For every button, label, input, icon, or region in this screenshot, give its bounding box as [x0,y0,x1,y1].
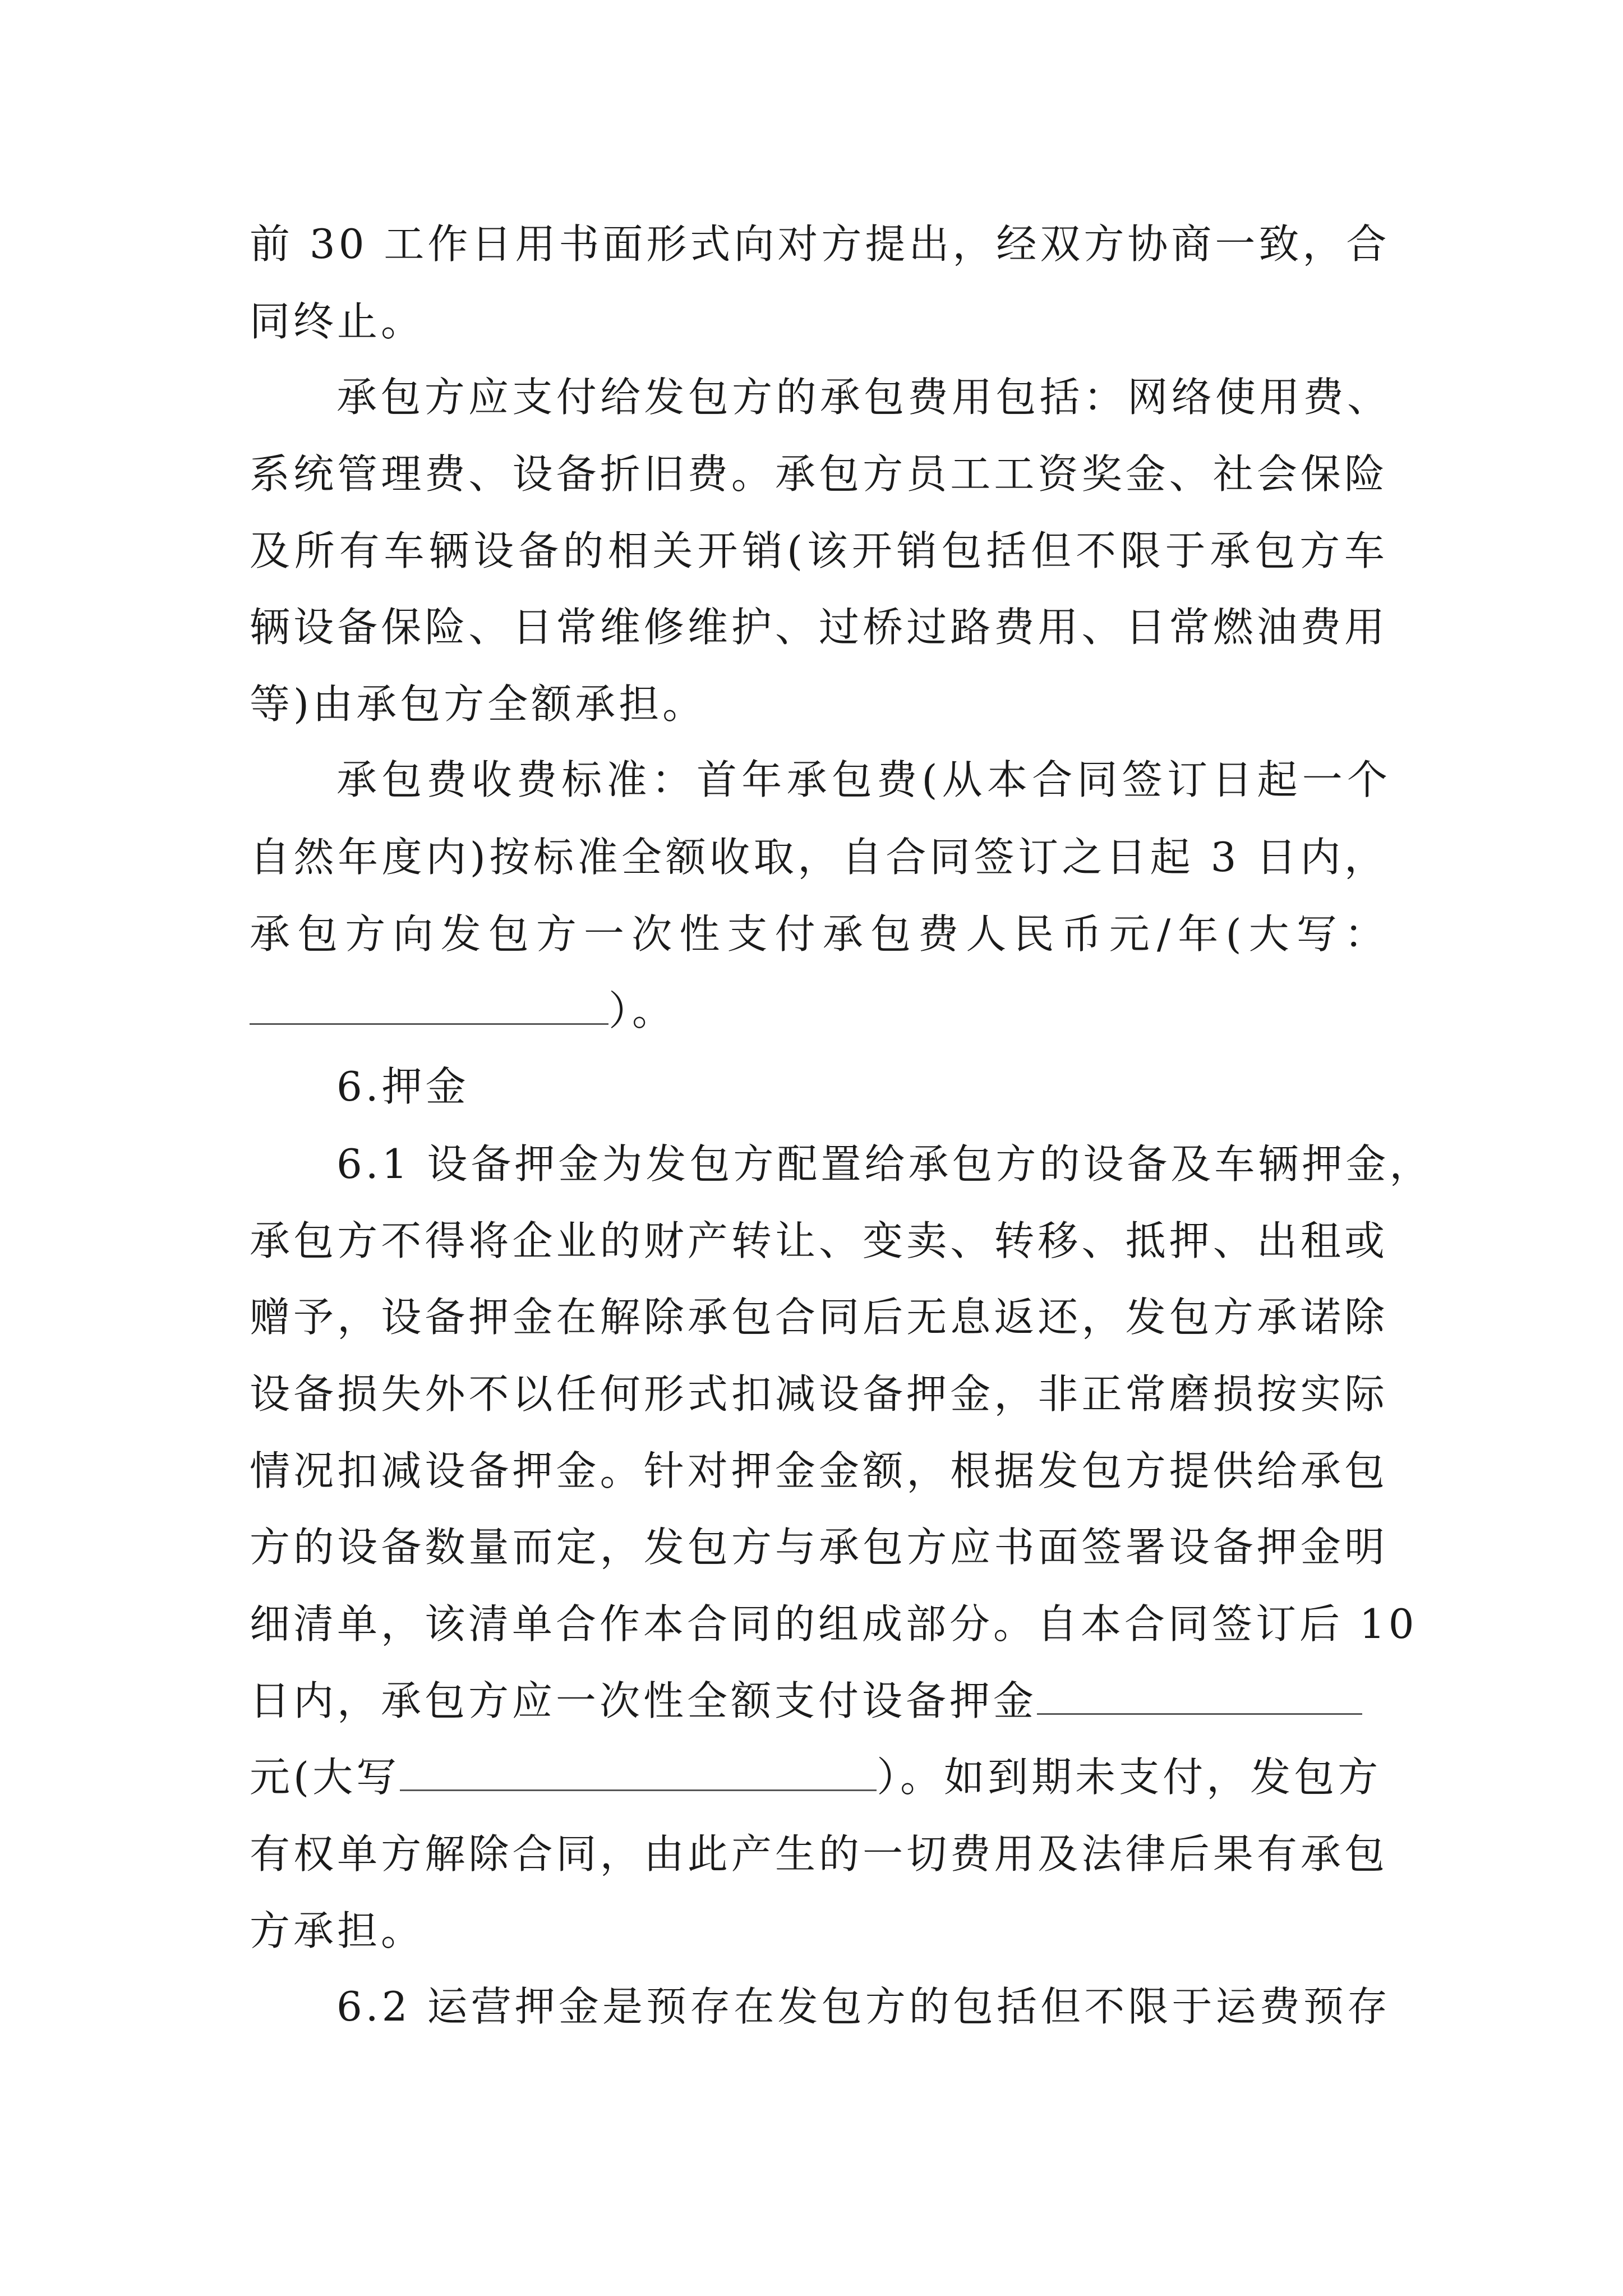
line-text: 承包方应支付给发包方的承包费用包括：网络使用费、 [336,374,1391,421]
fill-in-blank[interactable] [400,1755,877,1791]
text-line [250,986,1388,1036]
text-line [250,1446,1388,1496]
line-text: 承包费收费标准：首年承包费(从本合同签订日起一个 [336,756,1391,803]
line-text: 等)由承包方全额承担。 [250,680,707,728]
text-line [336,1139,1433,1189]
text-line [250,1676,1388,1726]
text-line [250,219,1388,269]
line-text: 系统管理费、设备折旧费。承包方员工工资奖金、社会保险 [250,450,1388,498]
line-text: 及所有车辆设备的相关开销(该开销包括但不限于承包方车 [250,527,1388,574]
line-text: 辆设备保险、日常维修维护、过桥过路费用、日常燃油费用 [250,604,1388,651]
text-line [250,526,1388,576]
line-text: 方承担。 [250,1907,425,1954]
text-line [250,1906,1388,1956]
text-line [250,1216,1388,1266]
text-line [250,602,1388,652]
line-text: 同终止。 [250,298,425,345]
text-line [250,1829,1388,1879]
text-line [250,296,1388,347]
text-line [250,1292,1388,1342]
text-line [250,1522,1388,1572]
line-text: 细清单，该清单合作本合同的组成部分。自本合同签订后 10 [250,1600,1418,1648]
line-text: ）。如到期未支付，发包方 [877,1754,1382,1801]
line-text: 前 30 工作日用书面形式向对方提出，经双方协商一致，合 [250,220,1390,268]
line-text: 6.2 运营押金是预存在发包方的包括但不限于运费预存 [336,1983,1391,2030]
line-text: 有权单方解除合同，由此产生的一切费用及法律后果有承包 [250,1830,1388,1878]
line-text: 方的设备数量而定，发包方与承包方应书面签署设备押金明 [250,1524,1388,1571]
line-text: 6.押金 [336,1063,469,1110]
line-text: 6.1 设备押金为发包方配置给承包方的设备及车辆押金， [336,1140,1433,1188]
text-line [250,1599,1418,1649]
text-line [336,372,1391,422]
line-text: 自然年度内)按标准全额收取，自合同签订之日起 3 日内， [250,834,1388,881]
line-text: 日内，承包方应一次性全额支付设备押金 [250,1677,1038,1724]
section-heading [336,1061,1391,1112]
line-text: 承包方不得将企业的财产转让、变卖、转移、抵押、出租或 [250,1217,1388,1264]
text-line [250,1752,1388,1802]
line-text: 承包方向发包方一次性支付承包费人民币元/年(大写： [250,910,1388,958]
line-text: 设备损失外不以任何形式扣减设备押金，非正常磨损按实际 [250,1370,1388,1418]
text-line [250,832,1388,882]
line-text: ）。 [608,987,676,1034]
fill-in-blank[interactable] [250,988,608,1025]
line-text: 情况扣减设备押金。针对押金金额，根据发包方提供给承包 [250,1447,1388,1494]
line-text: 元(大写 [250,1754,400,1801]
text-line [250,679,1388,729]
text-line [336,754,1391,805]
text-line [336,1981,1391,2032]
line-text: 赠予，设备押金在解除承包合同后无息返还，发包方承诺除 [250,1294,1388,1341]
fill-in-blank[interactable] [1037,1678,1362,1715]
text-line [250,449,1388,499]
text-line [250,909,1388,959]
text-line [250,1369,1388,1419]
